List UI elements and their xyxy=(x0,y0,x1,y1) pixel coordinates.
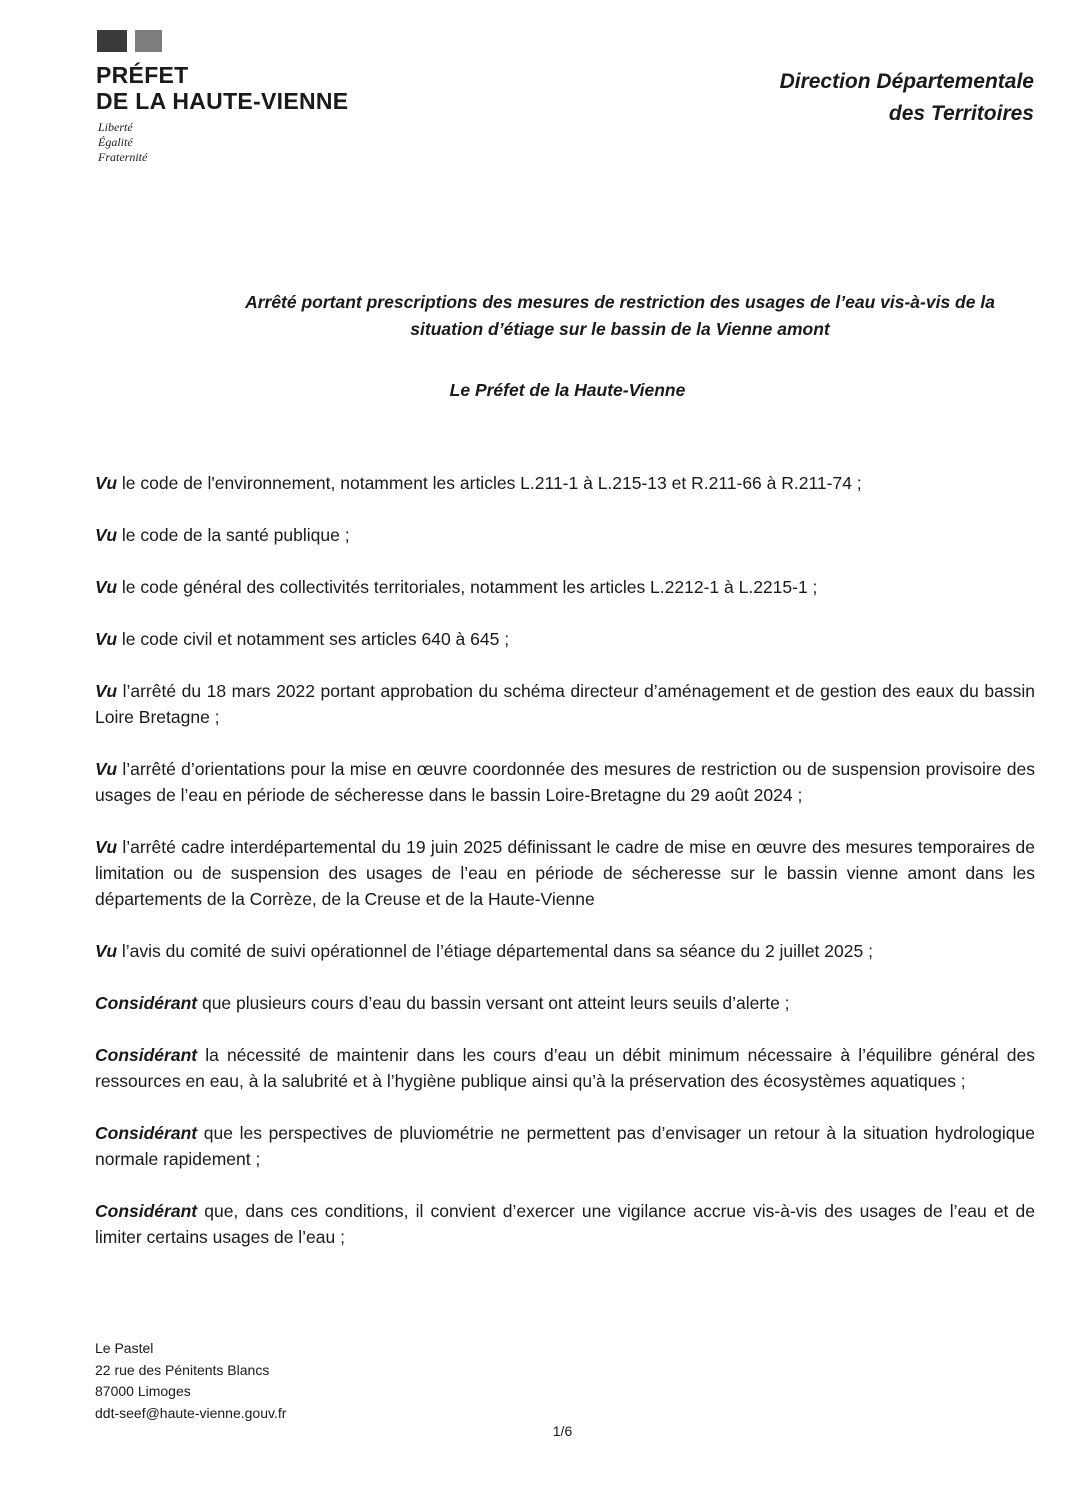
paragraph xyxy=(95,938,1035,964)
paragraph xyxy=(95,470,1035,496)
title-line: Arrêté portant prescriptions des mesures de restriction des usages de l’eau vis-à-vis de la xyxy=(245,292,995,312)
paragraph xyxy=(95,626,1035,652)
paragraph-text: le code de l'environnement, notamment les articles L.211-1 à L.215-13 et R.211-66 à R.211-74 ; xyxy=(117,473,862,493)
paragraph-lead: Considérant xyxy=(95,1123,198,1143)
paragraph-lead: Vu xyxy=(95,941,118,961)
paragraph-text: le code de la santé publique ; xyxy=(117,525,350,545)
address-footer xyxy=(95,1338,286,1424)
paragraph-lead: Considérant xyxy=(95,1045,198,1065)
paragraph-text: l’arrêté d’orientations pour la mise en œuvre coordonnée des mesures de restriction ou de suspension provisoire des usages de l’eau en période de sécheresse dans le bassin Loire-Bretagne du 29 août 2024 ; xyxy=(95,759,1035,805)
paragraph-text: que plusieurs cours d’eau du bassin versant ont atteint leurs seuils d’alerte ; xyxy=(197,993,790,1013)
paragraph-lead: Vu xyxy=(95,681,118,701)
title-line: situation d’étiage sur le bassin de la Vienne amont xyxy=(410,319,830,339)
paragraph-text: l’arrêté du 18 mars 2022 portant approbation du schéma directeur d’aménagement et de gestion des eaux du bassin Loire Bretagne ; xyxy=(95,681,1035,727)
paragraph-lead: Considérant xyxy=(95,1201,198,1221)
paragraph-text: que, dans ces conditions, il convient d’exercer une vigilance accrue vis-à-vis des usages de l’eau et de limiter certains usages de l’eau ; xyxy=(95,1201,1035,1247)
motto-line: Fraternité xyxy=(98,150,148,164)
paragraph xyxy=(95,678,1035,730)
document-title xyxy=(150,289,1080,343)
motto-line: Égalité xyxy=(98,135,133,149)
direction-line: des Territoires xyxy=(888,102,1034,125)
marianne-logo-icon xyxy=(97,30,163,52)
paragraph-text: le code général des collectivités territoriales, notamment les articles L.2212-1 à L.2215-1 ; xyxy=(117,577,818,597)
authority: Le Préfet de la Haute-Vienne xyxy=(449,380,686,400)
paragraph-text: la nécessité de maintenir dans les cours d’eau un débit minimum nécessaire à l’équilibre général des ressources en eau, à la salubrité et à l’hygiène publique ainsi qu’à la préservation des écosystèmes aquatiques ; xyxy=(95,1045,1035,1091)
footer-line: Le Pastel xyxy=(95,1340,154,1356)
paragraph-lead: Vu xyxy=(95,629,118,649)
document-body xyxy=(95,470,1035,1276)
paragraph xyxy=(95,756,1035,808)
footer-email[interactable]: ddt-seef@haute-vienne.gouv.fr xyxy=(95,1404,287,1421)
paragraph-lead: Vu xyxy=(95,577,118,597)
paragraph xyxy=(95,522,1035,548)
paragraph-lead: Vu xyxy=(95,473,118,493)
paragraph-lead: Vu xyxy=(95,525,118,545)
paragraph-text: le code civil et notamment ses articles 640 à 645 ; xyxy=(117,629,510,649)
motto xyxy=(98,120,147,165)
paragraph-text: que les perspectives de pluviométrie ne permettent pas d’envisager un retour à la situation hydrologique normale rapidement ; xyxy=(95,1123,1035,1169)
paragraph xyxy=(95,834,1035,912)
paragraph xyxy=(95,1042,1035,1094)
footer-line: 87000 Limoges xyxy=(95,1383,191,1399)
paragraph-lead: Considérant xyxy=(95,993,198,1013)
paragraph-lead: Vu xyxy=(95,759,118,779)
prefecture-name xyxy=(96,62,348,114)
prefecture-line: DE LA HAUTE-VIENNE xyxy=(96,88,349,114)
paragraph-text: l’avis du comité de suivi opérationnel de l’étiage départemental dans sa séance du 2 juillet 2025 ; xyxy=(117,941,873,961)
paragraph xyxy=(95,1120,1035,1172)
motto-line: Liberté xyxy=(98,120,133,134)
paragraph xyxy=(95,1198,1035,1250)
paragraph-lead: Vu xyxy=(95,837,118,857)
prefecture-line: PRÉFET xyxy=(96,62,189,88)
paragraph xyxy=(95,574,1035,600)
page-number: 1/6 xyxy=(552,1423,573,1439)
direction-name xyxy=(780,66,1034,130)
paragraph xyxy=(95,990,1035,1016)
footer-line: 22 rue des Pénitents Blancs xyxy=(95,1361,270,1378)
direction-line: Direction Départementale xyxy=(779,70,1034,93)
paragraph-text: l’arrêté cadre interdépartemental du 19 juin 2025 définissant le cadre de mise en œuvre des mesures temporaires de limitation ou de suspension des usages de l’eau en période de sécheresse sur le bassin vienne amont dans les départements de la Corrèze, de la Creuse et de la Haute-Vienne xyxy=(95,837,1035,909)
